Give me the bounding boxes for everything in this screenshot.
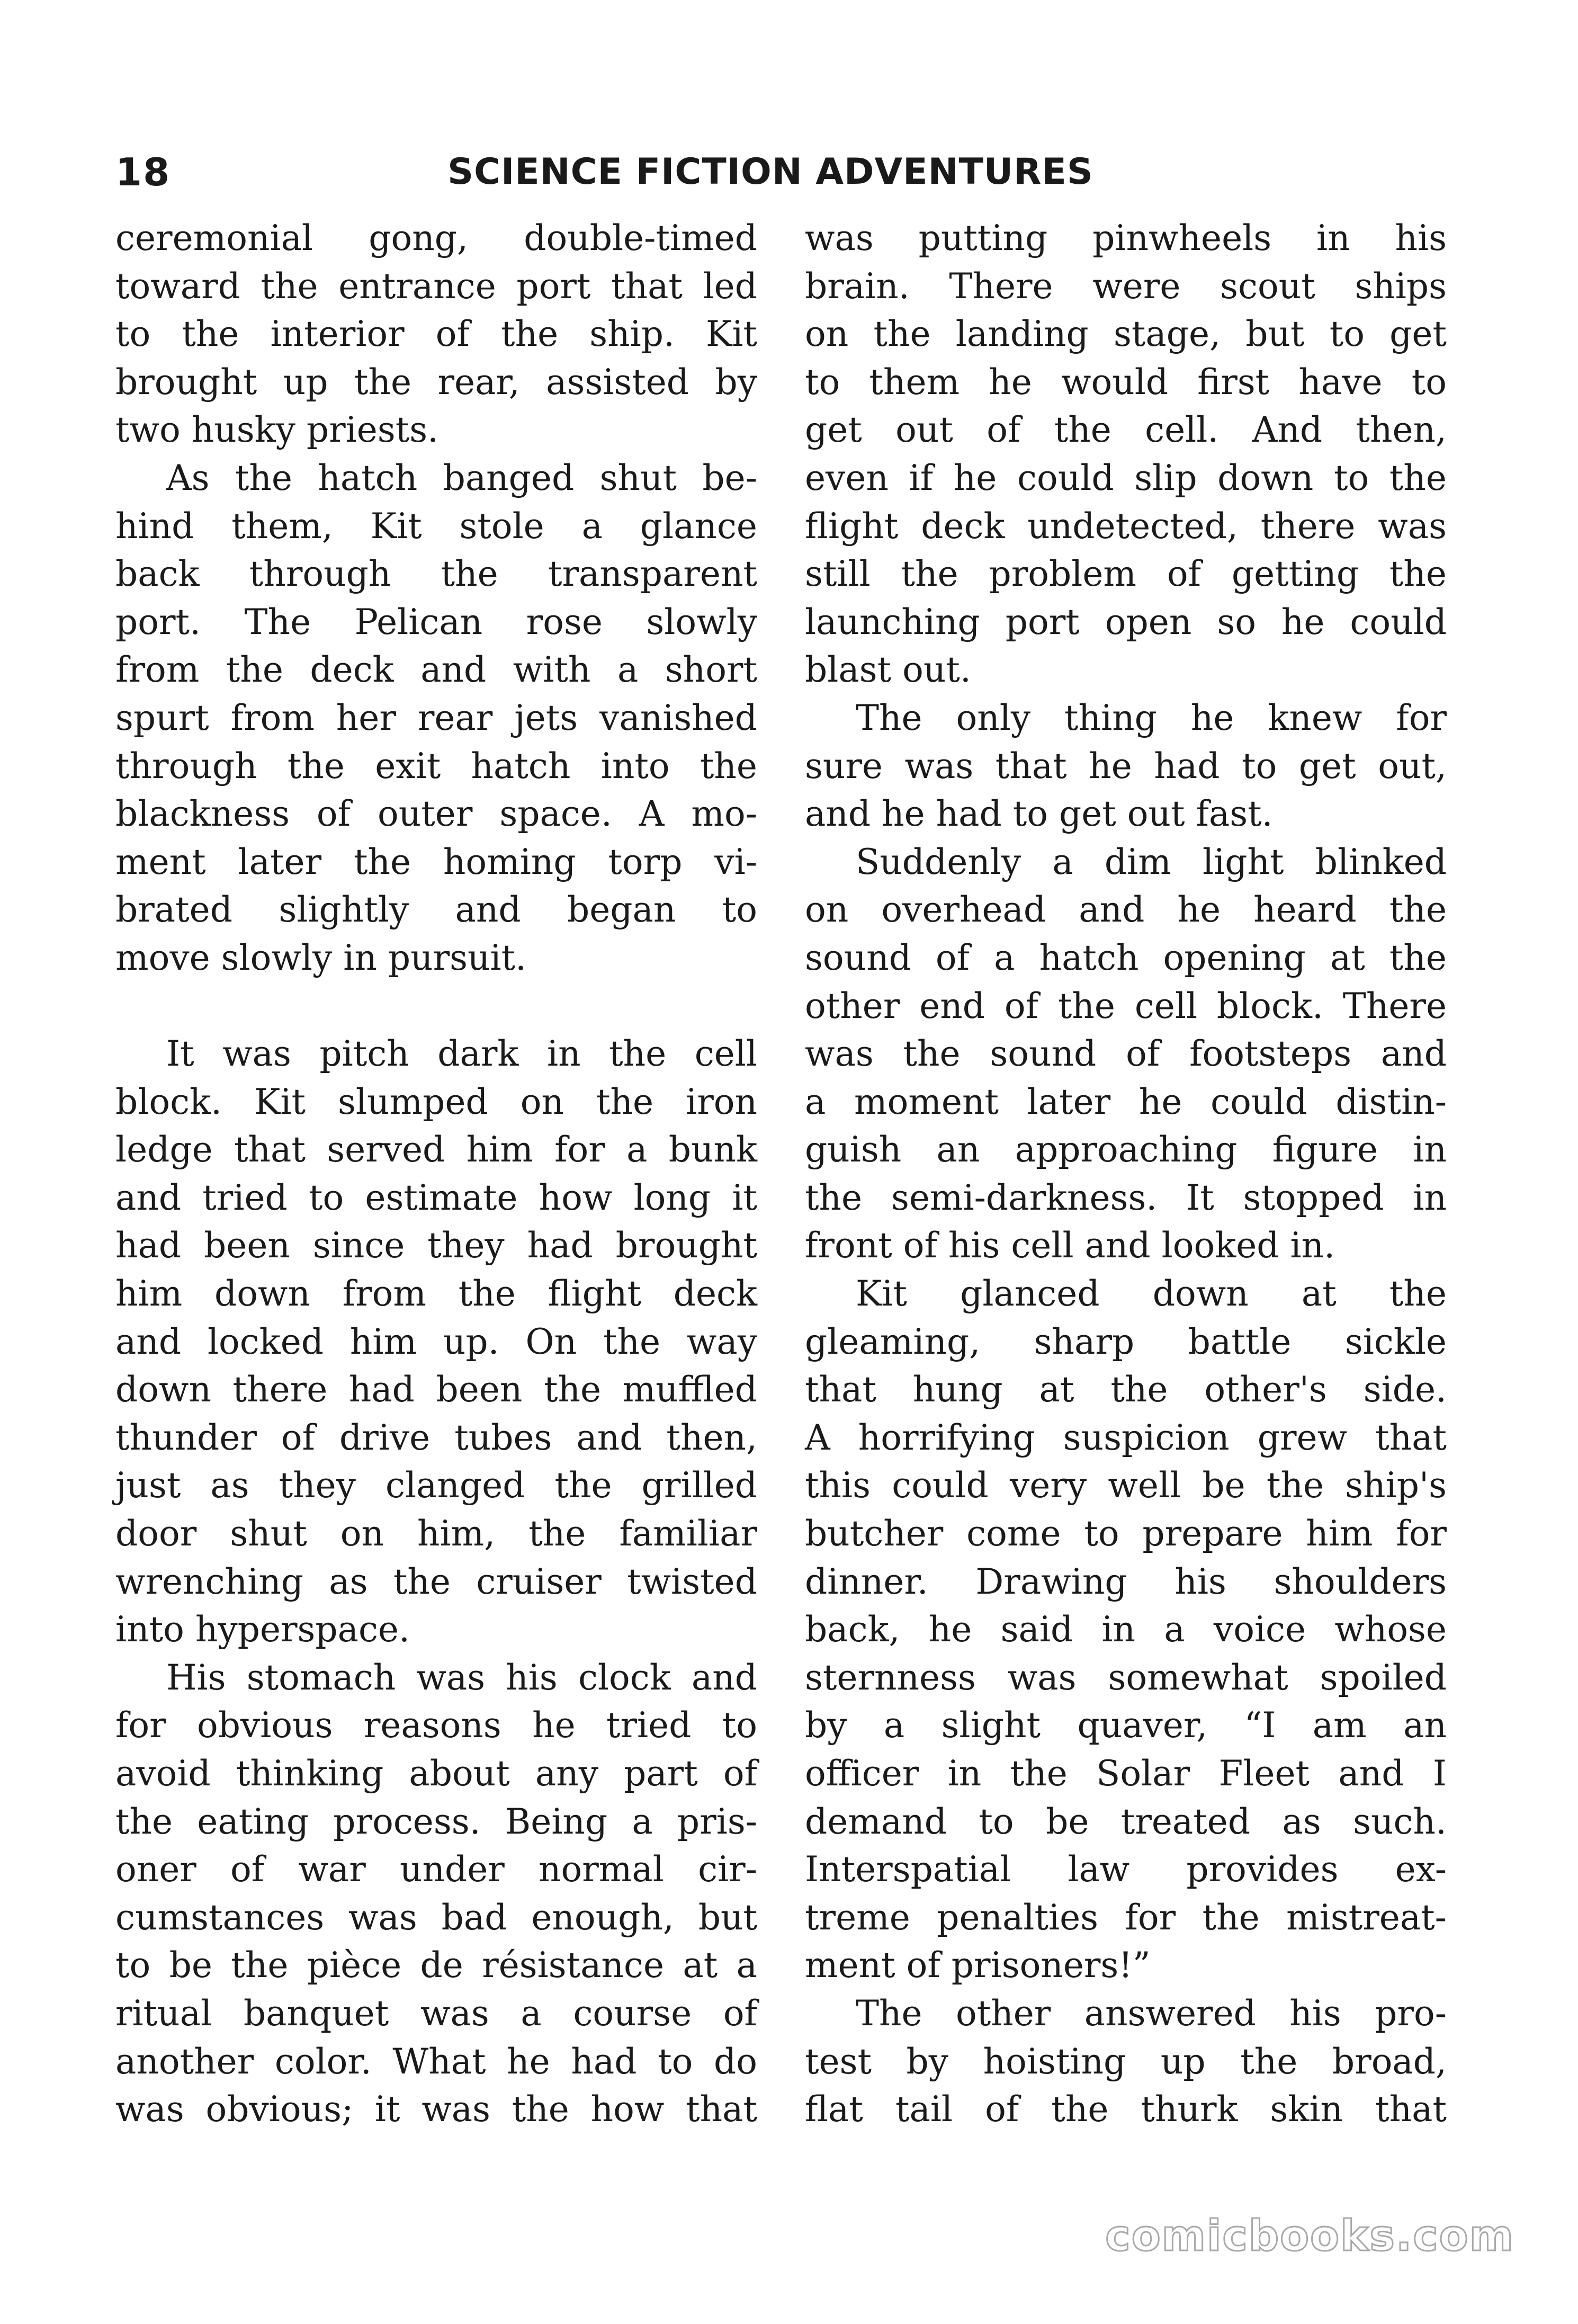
text-line: block. Kit slumped on the iron [115,1081,757,1122]
text-line: His stomach was his clock and [166,1657,757,1698]
text-line: back through the transparent [115,553,757,595]
left-text-column [115,214,757,2134]
text-line: was putting pinwheels in his [805,218,1447,258]
text-line: door shut on him, the familiar [115,1513,757,1554]
watermark: comicbooks.com [1105,2211,1514,2260]
text-line: even if he could slip down to the [805,457,1447,498]
text-line: ritual banquet was a course of [115,1992,757,2034]
text-line: flat tail of the thurk skin that [805,2089,1447,2130]
text-line: other end of the cell block. There [805,985,1447,1026]
page-number: 18 [115,150,171,194]
text-line: toward the entrance port that led [115,265,757,307]
text-line: thunder of drive tubes and then, [115,1417,757,1458]
text-line: ceremonial gong, double-timed [115,218,757,258]
text-line: and locked him up. On the way [115,1321,757,1362]
text-line: launching port open so he could [805,601,1447,642]
text-line: this could very well be the ship's [805,1465,1447,1506]
text-line: two husky priests. [115,409,439,451]
text-line: hind them, Kit stole a glance [115,505,757,547]
text-line: gleaming, sharp battle sickle [805,1321,1447,1362]
running-title: SCIENCE FICTION ADVENTURES [447,151,1093,193]
text-line: blackness of outer space. A mo- [115,793,757,835]
text-line: ment later the homing torp vi- [115,841,757,882]
text-line: spurt from her rear jets vanished [115,697,757,738]
text-line: It was pitch dark in the cell [166,1033,757,1075]
text-line: was obvious; it was the how that [115,2089,757,2130]
paragraph-gap [115,982,757,1031]
text-line: cumstances was bad enough, but [115,1897,757,1938]
text-line: sternness was somewhat spoiled [805,1657,1447,1698]
text-line: A horrifying suspicion grew that [805,1417,1447,1458]
text-line: down there had been the muffled [115,1369,757,1410]
text-line: sound of a hatch opening at the [805,937,1447,978]
text-line: As the hatch banged shut be- [166,457,757,498]
right-text-column [805,214,1447,2134]
text-line: dinner. Drawing his shoulders [805,1561,1447,1602]
text-line: was the sound of footsteps and [805,1033,1447,1075]
text-line: a moment later he could distin- [805,1081,1447,1122]
text-line: had been since they had brought [115,1225,757,1266]
text-line: back, he said in a voice whose [805,1609,1447,1650]
text-line: through the exit hatch into the [115,745,757,786]
text-line: get out of the cell. And then, [805,409,1447,451]
text-line: wrenching as the cruiser twisted [115,1561,757,1602]
text-line: that hung at the other's side. [805,1369,1447,1410]
text-line: into hyperspace. [115,1609,410,1650]
text-line: sure was that he had to get out, [805,745,1447,786]
text-line: The other answered his pro- [856,1992,1447,2034]
text-line: Interspatial law provides ex- [805,1849,1447,1890]
text-line: ment of prisoners!” [805,1945,1151,1986]
text-line: blast out. [805,649,971,691]
text-line: butcher come to prepare him for [805,1513,1447,1554]
text-line: front of his cell and looked in. [805,1225,1335,1266]
text-line: from the deck and with a short [115,649,757,691]
text-line: by a slight quaver, “I am an [805,1705,1447,1746]
text-line: on the landing stage, but to get [805,314,1447,355]
text-line: oner of war under normal cir- [115,1849,757,1890]
text-line: to the interior of the ship. Kit [115,314,757,355]
text-line: ledge that served him for a bunk [115,1129,757,1170]
text-line: just as they clanged the grilled [115,1465,757,1506]
text-line: The only thing he knew for [856,697,1447,738]
text-line: officer in the Solar Fleet and I [805,1753,1447,1794]
text-line: port. The Pelican rose slowly [115,601,757,642]
text-line: for obvious reasons he tried to [115,1705,757,1746]
text-line: on overhead and he heard the [805,889,1447,931]
text-line: treme penalties for the mistreat- [805,1897,1447,1938]
text-line: avoid thinking about any part of [115,1753,757,1794]
text-line: brain. There were scout ships [805,265,1447,307]
text-line: to them he would first have to [805,361,1447,403]
text-line: move slowly in pursuit. [115,937,527,978]
text-line: to be the pièce de résistance at a [115,1945,757,1986]
text-line: brought up the rear, assisted by [115,361,757,403]
running-header [115,146,1425,204]
text-line: Kit glanced down at the [856,1273,1447,1315]
text-line: demand to be treated as such. [805,1801,1447,1842]
text-line: guish an approaching figure in [805,1129,1447,1170]
text-line: Suddenly a dim light blinked [856,841,1447,882]
text-line: the eating process. Being a pris- [115,1801,757,1842]
text-line: test by hoisting up the broad, [805,2041,1447,2082]
text-line: and he had to get out fast. [805,793,1273,835]
text-line: him down from the flight deck [115,1273,757,1315]
text-line: and tried to estimate how long it [115,1177,757,1218]
text-line: flight deck undetected, there was [805,505,1447,547]
text-line: still the problem of getting the [805,553,1447,595]
text-line: brated slightly and began to [115,889,757,931]
text-line: another color. What he had to do [115,2041,757,2082]
text-line: the semi-darkness. It stopped in [805,1177,1447,1218]
